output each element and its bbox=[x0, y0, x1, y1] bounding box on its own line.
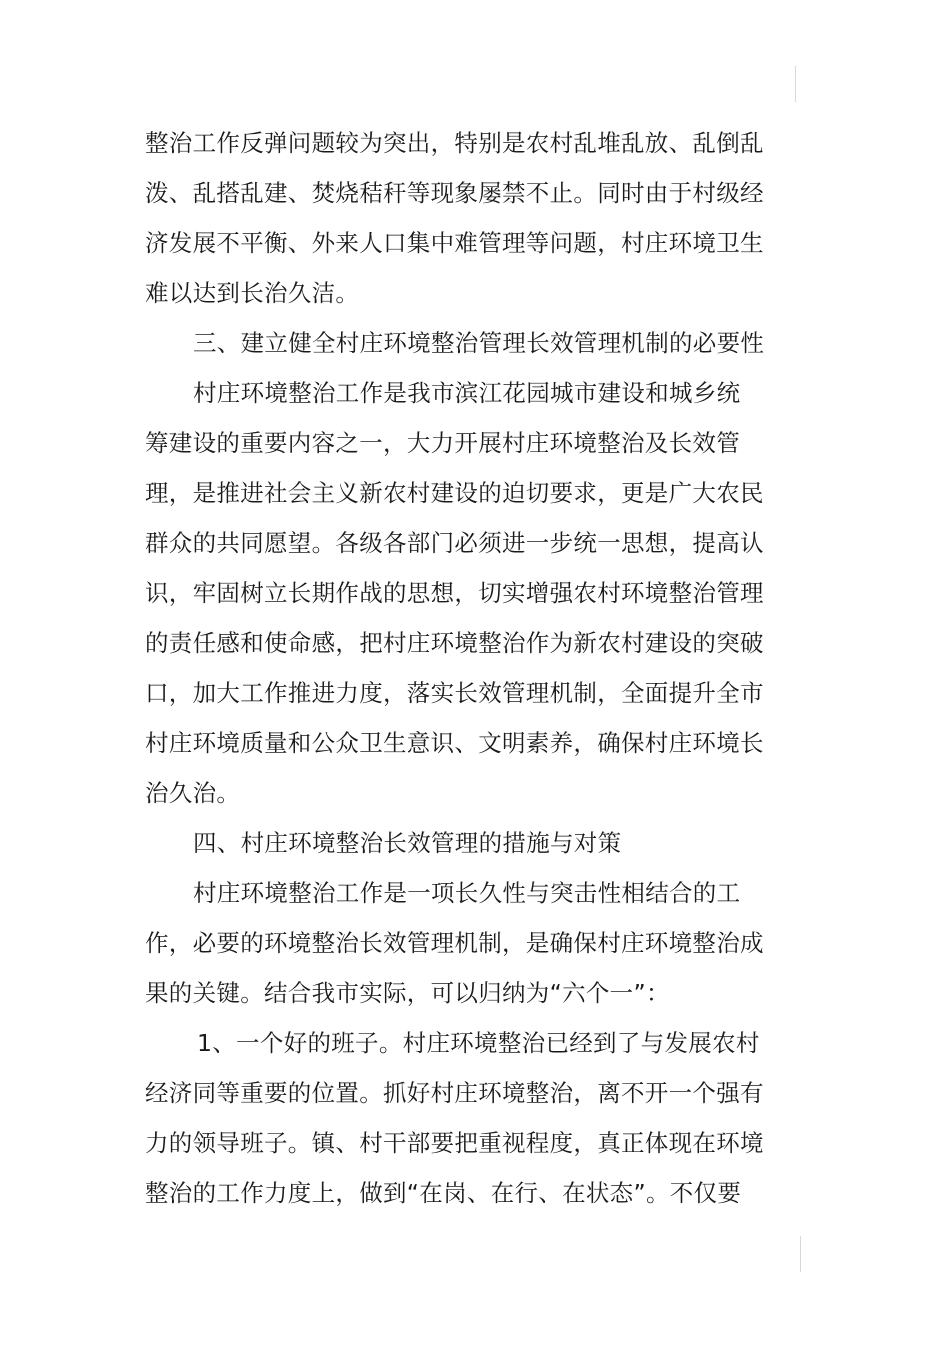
body-text bbox=[145, 118, 765, 1218]
section-heading-4: 四、村庄环境整治长效管理的措施与对策 bbox=[193, 829, 622, 857]
text-line: 治久治。 bbox=[145, 779, 241, 807]
text-line: 识，牢固树立长期作战的思想，切实增强农村环境整治管理 bbox=[145, 579, 764, 607]
text-line: 村庄环境质量和公众卫生意识、文明素养，确保村庄环境长 bbox=[145, 729, 764, 757]
text-line: 果的关键。结合我市实际，可以归纳为“六个一”： bbox=[145, 979, 670, 1007]
text-line: 泼、乱搭乱建、焚烧秸秆等现象屡禁不止。同时由于村级经 bbox=[145, 179, 764, 207]
text-line: 力的领导班子。镇、村干部要把重视程度，真正体现在环境 bbox=[145, 1129, 764, 1157]
text-line: 理，是推进社会主义新农村建设的迫切要求，更是广大农民 bbox=[145, 479, 764, 507]
list-item-1: 1、一个好的班子。村庄环境整治已经到了与发展农村 bbox=[197, 1029, 760, 1057]
text-line: 整治的工作力度上，做到“在岗、在行、在状态”。不仅要 bbox=[145, 1179, 742, 1207]
text-line: 口，加大工作推进力度，落实长效管理机制，全面提升全市 bbox=[145, 679, 764, 707]
text-line: 的责任感和使命感，把村庄环境整治作为新农村建设的突破 bbox=[145, 629, 764, 657]
text-line: 村庄环境整治工作是我市滨江花园城市建设和城乡统 bbox=[193, 379, 741, 407]
text-line: 经济同等重要的位置。抓好村庄环境整治，离不开一个强有 bbox=[145, 1079, 764, 1107]
text-line: 群众的共同愿望。各级各部门必须进一步统一思想，提高认 bbox=[145, 529, 764, 557]
text-line: 村庄环境整治工作是一项长久性与突击性相结合的工 bbox=[193, 879, 741, 907]
section-heading-3: 三、建立健全村庄环境整治管理长效管理机制的必要性 bbox=[193, 329, 765, 357]
margin-rule-top bbox=[795, 66, 796, 102]
text-line: 难以达到长治久洁。 bbox=[145, 279, 360, 307]
text-line: 整治工作反弹问题较为突出，特别是农村乱堆乱放、乱倒乱 bbox=[145, 129, 764, 157]
margin-rule-bottom bbox=[800, 1236, 801, 1272]
text-line: 作，必要的环境整治长效管理机制，是确保村庄环境整治成 bbox=[145, 929, 764, 957]
text-line: 济发展不平衡、外来人口集中难管理等问题，村庄环境卫生 bbox=[145, 229, 764, 257]
text-line: 筹建设的重要内容之一，大力开展村庄环境整治及长效管 bbox=[145, 429, 740, 457]
